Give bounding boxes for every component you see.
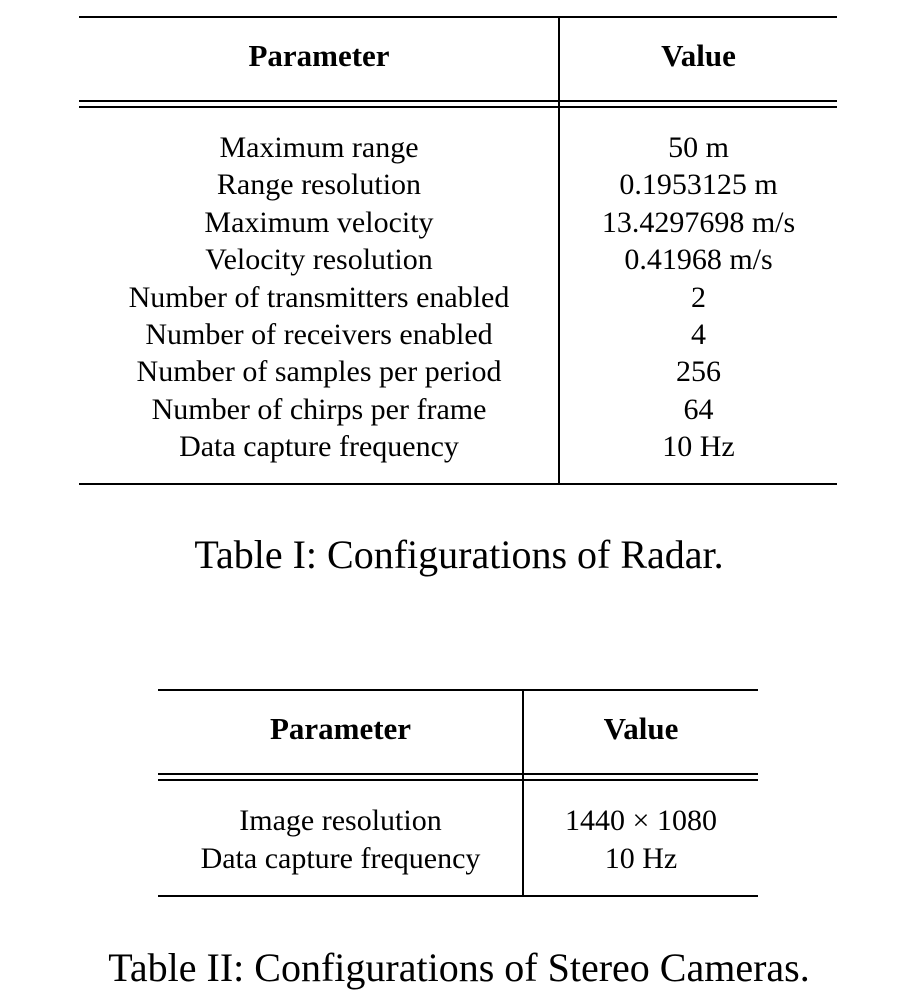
table2-header-double-rule-bottom: [158, 779, 758, 781]
table1-header-value: Value: [661, 38, 736, 73]
table1-header-double-rule-bottom: [79, 106, 837, 108]
table1-row3-value: 13.4297698 m/s: [601, 205, 796, 239]
table2-row1-value: 1440 × 1080: [565, 804, 717, 837]
table1-row3-parameter: Maximum velocity: [204, 205, 434, 239]
table1-row6-value: 4: [691, 318, 706, 351]
table1-row4-parameter: Velocity resolution: [205, 243, 433, 277]
table1-row9-parameter: Data capture frequency: [179, 430, 459, 464]
table1-row9-value: 10 Hz: [662, 430, 735, 464]
table1-row5-parameter: Number of transmitters enabled: [128, 280, 510, 314]
table2-row2-value: 10 Hz: [604, 842, 678, 875]
table2-caption: Table II: Configurations of Stereo Cameras.: [108, 945, 810, 990]
table2-header-value: Value: [603, 711, 679, 746]
table1-header-parameter: Parameter: [248, 38, 390, 73]
table1-row8-value: 64: [683, 392, 714, 426]
table1-caption: Table I: Configurations of Radar.: [194, 532, 724, 577]
table1-header-double-rule-top: [79, 100, 837, 102]
table1-row2-value: 0.1953125 m: [619, 168, 778, 202]
table1-row5-value: 2: [691, 280, 706, 314]
table1-row8-parameter: Number of chirps per frame: [151, 392, 487, 426]
table1-row6-parameter: Number of receivers enabled: [145, 318, 493, 351]
table1-top-rule: [79, 16, 837, 18]
table1-row7-parameter: Number of samples per period: [136, 355, 502, 389]
table2-row1-parameter: Image resolution: [239, 804, 442, 837]
table2-bottom-rule: [158, 895, 758, 897]
table1-bottom-rule: [79, 483, 837, 485]
table1-row7-value: 256: [676, 355, 721, 389]
table2-header-double-rule-top: [158, 773, 758, 775]
table2-header-parameter: Parameter: [269, 711, 412, 746]
table1-row1-value: 50 m: [668, 131, 729, 164]
table1-row1-parameter: Maximum range: [219, 131, 419, 164]
table2-top-rule: [158, 689, 758, 691]
table1-row2-parameter: Range resolution: [216, 168, 422, 202]
table1-row4-value: 0.41968 m/s: [624, 243, 773, 277]
table2-row2-parameter: Data capture frequency: [200, 842, 481, 875]
